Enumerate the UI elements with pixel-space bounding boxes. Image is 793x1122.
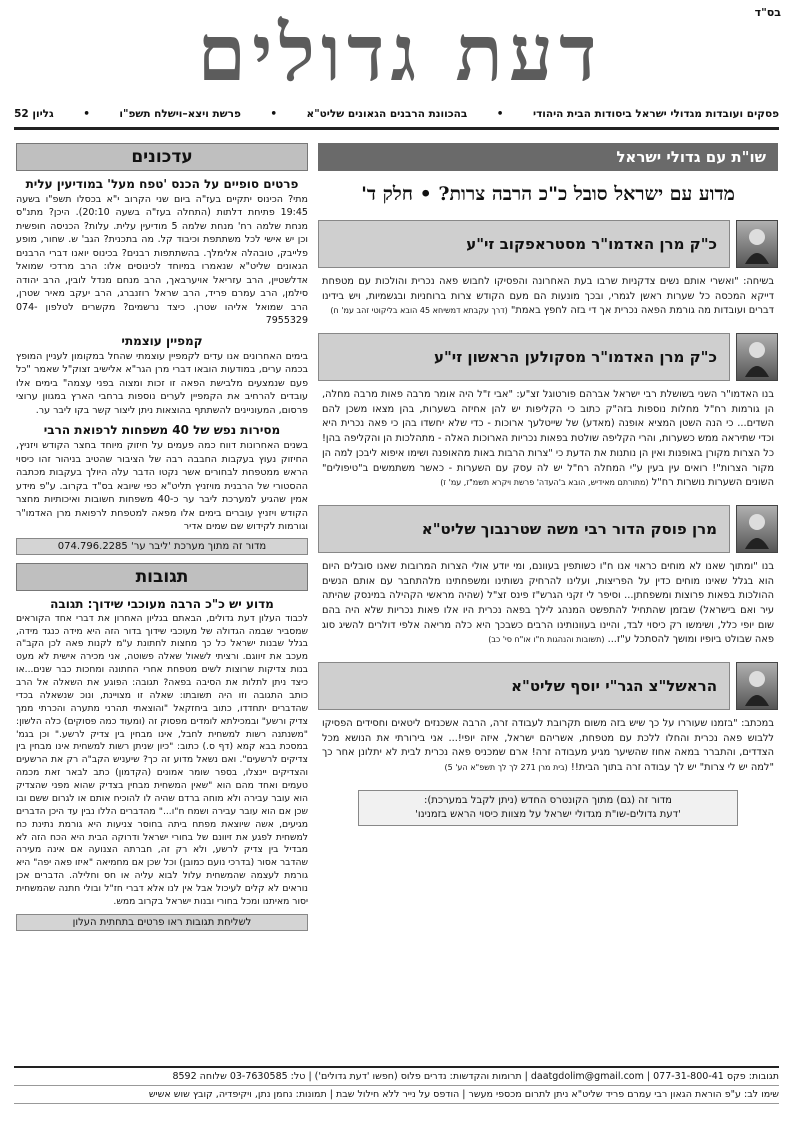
footer-contact-line: תגובות: פקס 077-31-800-41 | daatgdolim@gmail.com | תרומות והקדשות: נדרים פלוס (חפשו 'דעת גדולים') | טל: 03-7630585 שלוחה 8592 (14, 1068, 779, 1086)
rabbi-header (318, 662, 778, 710)
quote-text: במכתב: "בזמנו שעוררו על כך שיש בזה משום תקרובת לעבודה זרה, הרבה אשכנזים ליטאים וחסידים הפסיקו ללבוש פאה נכרית והחלו ללכת עם מטפחת, אשריהם ישראל, איזה יופי!... אני בירורתי את הנושא מכל הצדדים, והתברר במאה אחוז שהשיער מגיע מעבודה זרה! ארם שמכניס פאה נכרית לבית לא יתלונן אחר כך "למה יש לי צרות" יש לך עבודה זרה בתוך הבית!! (322, 718, 774, 774)
news-title: קמפיין עוצמתי (121, 333, 203, 348)
left-column (16, 143, 308, 939)
right-column (318, 143, 778, 826)
subtitle-item: פרשת ויצא–וישלח תשפ"ו (119, 108, 241, 120)
news-body: בימים האחרונים אנו עדים לקמפיין עוצמתי שהחל במקומון לעניין המופץ בכמה ערים, במודעות הובאו דברי מרן הגר"א אלישיב זצוק"ל שאמר "כל פעם שנמצעים מלבישת הפאה זו זכות ומצוה בפני עצמה" בימים אלו עובדים להרחיב את הקמפיין לערים נוספות ברחבי הארץ במגוון ערוצי פרסום, המעוניינים להשתתף בהוצאות ניתן ליצור קשר בקו ליבר ער. (16, 350, 308, 416)
rabbi-block (318, 333, 778, 491)
news-body: בשנים האחרונות דווח כמה פעמים על חיזוק מיוחד בחצר הקודש ויזניץ, החיזוק נעוץ בעקבות החבבה רבה של הציבור שהטיב בניהור זהו כיסוי הראש ממטפחת לבחורים אשר נקטו הדבר עלה היולך בעקבות מכתבה ההסטורי של הרבנית מויזניץ תליט"א כפי שיובא בס"ד בקרוב. ע"פ מידע אמין שהגיע למערכת ליבר ער כ-40 משפחות חשובות ואיכותיות מחצר הקודש ויזניץ עוברים בימים אלו מפאה למטפחת לרפואת מרן האדמו"ר וגורמות לקידוש שם שמים אדיר (16, 440, 308, 533)
rabbi-quote (318, 710, 778, 776)
rabbi-quote (318, 268, 778, 319)
quote-text: בנו האדמו"ר השני בשושלת רבי ישראל אברהם פורטוגל זצ"ע: "אבי ז"ל היה אומר מרבה פאות מרבה מחלה, הן גורמות רח"ל מחלות נוספות בזה"ק כתוב כי הקליפות יש להן אחיזה בשערות, בהן מצאו משכן להם השדים... כי הנה השטן המציא אופנה (מאדע) של שייטלעך ארוכות - כדי שלא יחשדו בהן כי פאה נכרית היא וכדי שתיראה ממש כשערות, והרי הקליפה שולטת בפאות נכריות הארוכות האלה - מתהלכות הן והקליפה בהן! כל הצרות מקורן באופנות ואין הן נותנות את הדעת כי "צרות הרבות באות מהאופנה ושימו איפוא ליבכן למה הן מקור הצרות"! רואים עין בעין ע"י המחלה רח"ל יש לה עסק עם השערות - כאשר משתמשים ב"טיפולים" השונים השערות נושרות רח"ל (322, 389, 774, 489)
rabbi-header (318, 505, 778, 553)
rabbi-block (318, 505, 778, 648)
bsd-mark: בס"ד (754, 6, 781, 19)
news-title: מסירות נפש של 40 משפחות לרפואת הרבי (43, 423, 281, 438)
separator-dot: • (270, 108, 278, 120)
rabbi-block (318, 220, 778, 319)
quote-source: (תשובות והנהגות ח"ו או"ח סי' כב) (488, 635, 605, 645)
masthead-title: דעת גדולים (197, 8, 603, 99)
quote-text: בשיחה: "ואשרי אותם נשים צדקניות שרבו בעת האחרונה והפסיקו לחבוש פאה נכרית והולכות עם מטפחת דייקא המכסה כל שערות ראשן לגמרי, ובכך מונעות הם מעם הקודש צרות ברוחניות ובגשמיות, ויש בידינו דברים ועובדות מה גורמת הפאה נכרית אך די בזה לחפץ באמת" (322, 276, 774, 317)
news-title: פרטים סופיים על הכנס 'טפח מעל' במודיעין עלית (25, 177, 299, 191)
rabbi-name: מרן פוסק הדור רבי משה שטרנבוך שליט"א (318, 505, 730, 553)
rabbi-photo (736, 662, 778, 710)
masthead (150, 10, 650, 98)
footer (14, 1066, 779, 1104)
booklet-note (358, 790, 738, 826)
footer-notice-line: שימו לב: ע"פ הוראת הגאון רבי עמרם פריד שליט"א ניתן לתרום מכספי מעשר | הודפס על נייר ללא חילול שבת | תמונות: נחמן נתן, ויקיפדיה, קובץ שוש אשיש (14, 1086, 779, 1104)
rabbi-photo (736, 505, 778, 553)
subtitle-line (14, 108, 779, 120)
rabbi-name: הראשל"צ הגר"י יוסף שליט"א (318, 662, 730, 710)
section-label: שו"ת עם גדולי ישראל (318, 143, 778, 171)
quote-source: (בית מרן 271 לך לך תשפ"א הע' 5) (444, 763, 568, 773)
quote-text: בנו "ומתוך שאנו לא מוחים כראוי אנו ח"ו כשותפין בעוונם, ומי יודע אולי הצרות המרובות שאנו סובלים היום הוא בגלל שאינו מוחים כדין על הפריצות, ועלינו להרחיק נשותינו ומשפחתינו מלהתחבר עם אותם הנשים ההולכות בפאות פרוצות ומשפחתן... וסיפר לי זקני הגרש"ז פינס זצ"ל (שהיה מראשי הקהילה במינסק שהיתה עיר ואם בישראל) שבזמן שהתחיל להתפשט המנהג לילך בפאה נכרית היו אלו פאות נכריות שלא היה בהם שום יופי כלל, ושימשו רק כיסוי לבד, והיינו בעוונותינו הרבים כשבכך היא כלה מריאה אלפי דולרים להשיג סוג פאה שבולט ביופיו ומושך להסתכל ע"ז... (322, 560, 774, 646)
separator-dot: • (83, 108, 90, 120)
subtitle-item: פסקים ועובדות מגדולי ישראל ביסודות הבית היהודי (532, 108, 779, 120)
note-line: 'דעת גדולים-שו"ת מגדולי ישראל על מצוות כיסוי הראש בזמנינו' (415, 808, 681, 820)
quote-source: (מתורתם מאידיש, הובא ב'העדה' פרשת ויקרא תשמ"ז, עמ' ז) (440, 478, 649, 488)
updates-heading: עדכונים (16, 143, 308, 171)
quote-source: (דרך עקבתא דמשיחא 45 הובא בליקוטי זהב עמ' ח) (330, 306, 508, 316)
rabbi-header (318, 220, 778, 268)
rabbi-quote (318, 553, 778, 648)
responses-footer-box: לשליחת תגובות ראו פרטים בתחתית העלון (16, 914, 308, 931)
top-divider (14, 127, 779, 130)
rabbi-quote (318, 381, 778, 491)
updates-source-box: מדור זה מתוך מערכת 'ליבר ער' 074.796.2285 (16, 538, 308, 555)
rabbi-photo (736, 333, 778, 381)
news-body: מתי? הכינוס יתקיים בעז"ה ביום שני הקרוב י"א בכסלו תשפ"ו בשעה 19:45 פתיחת דלתות (התחלה בעז"ה בשעה 20:10). היכן? מתנ"ס מנחת שלמה רח' מנחת שלמה 5 מודיעין עלית. עלות? הכניסה חופשית וכן יש אישי לכל משתתפת וכיבוד קל. מה בתכנית? הגב' ש. שחור, מופע פלייבק, טובהלה אלימלך. בהשתתפות רבנים? בכינוס יואנו דברי הרבנים הגאונים שליט"א שנאמרו במיוחד לכינוסים אלו: הרב מרדכי שמואל אדלשטיין, הרב עזריאל אויערבאך, הרב מנחם מנדל לובין, הרב יהודה סילמן, הרב עמרם פריד, הרב שראל רוזנברג, הרב יעקב מאיר שטרן, הרב שמואל אליהו שטרן. כיצד נרשמים? מקשרים לטלפון 074-7955329 (16, 194, 308, 327)
rabbi-block (318, 662, 778, 776)
responses-heading: תגובות (16, 563, 308, 591)
main-question: מדוע עם ישראל סובל כ"כ הרבה צרות? • חלק ד' (361, 183, 735, 205)
rabbi-photo (736, 220, 778, 268)
response-title: מדוע יש כ"כ הרבה מעוכבי שידוך: תגובה (50, 596, 274, 611)
separator-dot: • (496, 108, 504, 120)
note-line: מדור זה (גם) מתוך הקונטרס החדש (ניתן לקבל במערכת): (424, 794, 672, 806)
subtitle-item: בהכוונת הרבנים הגאונים שליט"א (306, 108, 468, 120)
response-body: לכבוד העלון דעת גדולים, הבאתם בגליון האחרון את דברי אחד הקוראים שמסביר שבמה הגדולה של מעוכבי שידוך בדור הזה היא מידה כנגד מידה, בגלל שבנות ישראל כל כך מחצות לחתונת ע"מ לקנות פאה לכן הקב"ה מעכב את זיווגם. ורציתי לשאול שאלה פשוטה, אני מכירה אישית לא מעט בנות צדיקות שרוצות לשים מטפחת אחרי החתונה ומחכות כבר שנים...או כיצד ניתן לתלות את הסיבה בפאה? תגובה: הפוגע את השאלה אל הרב כותב התגובה וזו היה תשובתו: שאלה זו מצויינת, ונוכ שנשאלה בכדי שהדברים יתחדדו, כתוב ביחזקאל "והוצאתי תהרני מתערה והכרתי ממך צדיק ורשע" ובמכילתא לומדים מפסוק זה (ומעוד כמה פסוקים) כלה הלשון: "משנתנה רשות למשחית לחבל, אינו מבחין בין צדיק לרשע." וכן בגמ' במסכת בבא קמא (דף ס.) כתוב: "כיון שניתן רשות למשחית אינו מבחין בין צדיקים לרשעים". ואם נשאל מדוע זה כך? שיעניש הקב"ה רק את הרשעים והצדיקים יינצלו, בספר שומר אמונים (הקדמון) כתב לבאר זאת מכמה טעמים ואחד מהם הוא "שאין המשחית מבחין בצדיק שהוא מפני שהצדיק הוא עובר עבירה ולא מוחה ברדם שהיה לו להוכיח אותם או לגרום ששם ובו שכן אם הוא עובר עבירה ושמח ח"ו..." מהדברים הללו נבין עד היכן הדברים מגיעים, אשה שיוצאת מפתח ביתה בחוסר צניעות היא גורמת נתינת כח למשחית לפגע את זיוונם של בחורי ישראל ודרוקה הבית היא הכח הזה לא מבדיל בין צדיק לרשע, ולא רק זה, חברתה הצנועה אם אינה מעירה שהדבר אסור (בדרכי נועם כמובן) וכל שכן אם מחמיאה "איזו פאה יפה" היא גורמת לעצמה שהמשחית עלול לבוא עליה או חס וחלילה. הדברים אכן נוראים לא קלים לעיכול אבל אין לנו אלא דברי חז"ל ובולי חתנה שהמשחית יסור מאיתנו ומכל בחורי ובנות ישראל בקרוב ממש. (16, 612, 308, 907)
rabbi-name: כ"ק מרן האדמו"ר מסטראפקוב זי"ע (318, 220, 730, 268)
rabbi-header (318, 333, 778, 381)
issue-number: גליון 52 (14, 108, 54, 120)
rabbi-name: כ"ק מרן האדמו"ר מסקולען הראשון זי"ע (318, 333, 730, 381)
